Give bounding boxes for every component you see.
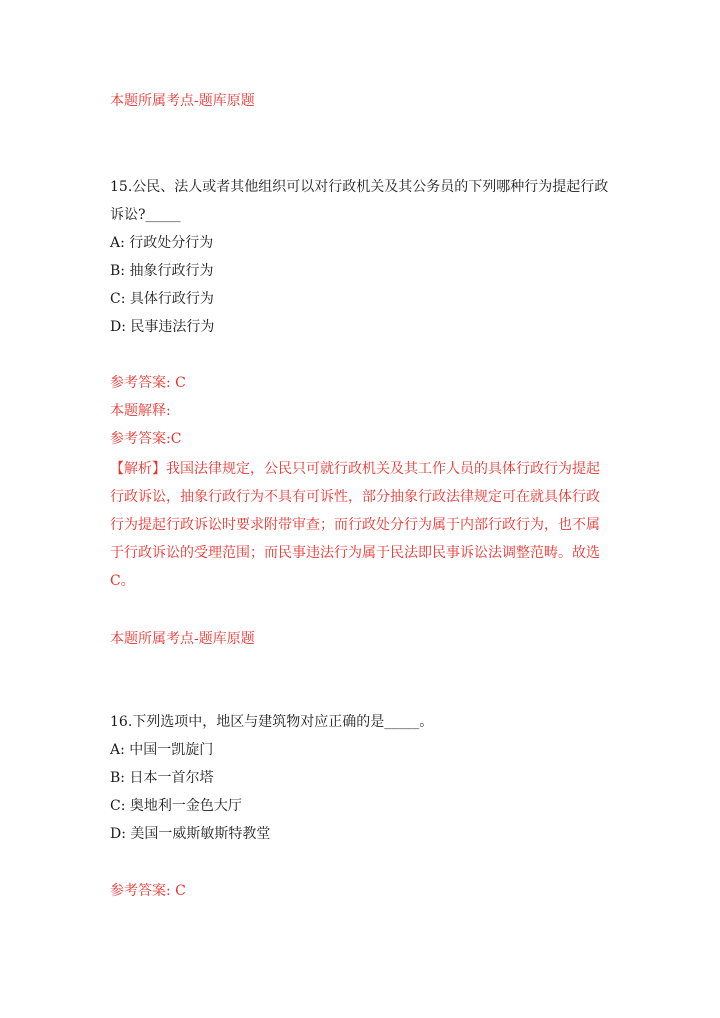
q15-option-d: D: 民事违法行为	[110, 319, 215, 335]
q16-option-a: A: 中国一凯旋门	[110, 742, 214, 758]
q15-option-c: C: 具体行政行为	[110, 291, 214, 307]
q14-source-label: 本题所属考点-题库原题	[110, 93, 255, 109]
q16-option-b: B: 日本一首尔塔	[110, 770, 214, 786]
q15-explanation-label: 本题解释:	[110, 403, 171, 419]
q15-answer: 参考答案: C	[110, 375, 186, 391]
q15-option-a: A: 行政处分行为	[110, 235, 214, 251]
q15-analysis-text: 【解析】我国法律规定，公民只可就行政机关及其工作人员的具体行政行为提起行政诉讼，抽象行政行为不具有可诉性，部分抽象行政法律规定可在就具体行政行为提起行政诉讼时要求附带审查；而行政处分行为属于内部行政行为，也不属于行政诉讼的受理范围；而民事违法行为属于民法即民事诉讼法调整范畴。故选C。	[110, 461, 600, 589]
q16-option-c: C: 奥地利一金色大厅	[110, 798, 242, 814]
q16-answer: 参考答案: C	[110, 883, 186, 899]
q15-answer-repeat: 参考答案:C	[110, 431, 182, 447]
q15-question-text: 15.公民、法人或者其他组织可以对行政机关及其公务员的下列哪种行为提起行政诉讼?_____	[110, 179, 609, 223]
q15-source-label: 本题所属考点-题库原题	[110, 631, 255, 647]
q16-option-d: D: 美国一威斯敏斯特教堂	[110, 826, 271, 842]
q16-question-text: 16.下列选项中，地区与建筑物对应正确的是_____。	[110, 714, 434, 730]
q15-option-b: B: 抽象行政行为	[110, 263, 214, 279]
